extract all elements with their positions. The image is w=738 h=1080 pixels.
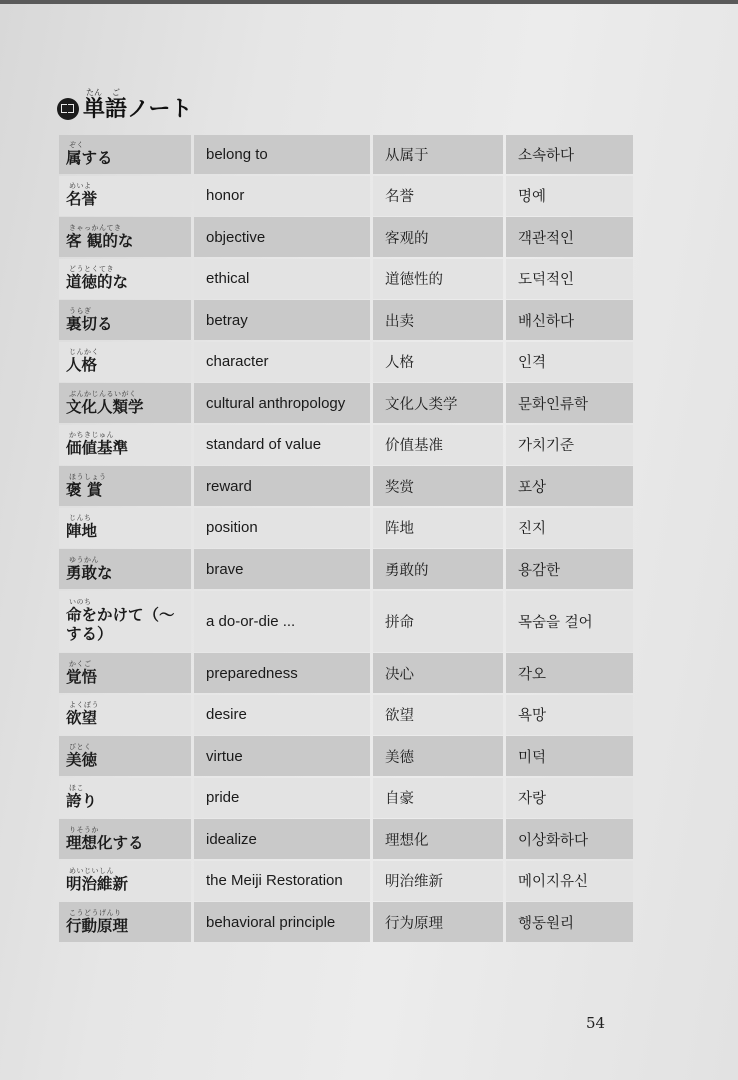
chinese-cell: 自豪: [373, 778, 503, 818]
japanese-cell: [59, 300, 191, 340]
english-cell: betray: [194, 300, 370, 340]
japanese-term: 客 観的な: [66, 231, 134, 250]
english-cell: cultural anthropology: [194, 383, 370, 423]
japanese-cell: [59, 902, 191, 942]
chinese-cell: 道德性的: [373, 259, 503, 299]
heading-ruby-1: [83, 88, 105, 123]
japanese-cell: [59, 695, 191, 735]
english-cell: brave: [194, 549, 370, 589]
chinese-cell: 奖赏: [373, 466, 503, 506]
furigana: ゆうかん: [69, 555, 99, 564]
japanese-term: 文化人類学: [66, 397, 144, 416]
korean-cell: 포상: [506, 466, 633, 506]
chinese-cell: 决心: [373, 653, 503, 693]
japanese-cell: [59, 259, 191, 299]
furigana: いのち: [69, 598, 92, 606]
chinese-cell: 行为原理: [373, 902, 503, 942]
furigana: りそうか: [69, 825, 99, 834]
furigana: きゃっかんてき: [69, 223, 122, 232]
english-cell: standard of value: [194, 425, 370, 465]
japanese-term: 裏切る: [66, 314, 113, 333]
chinese-cell: 理想化: [373, 819, 503, 859]
english-cell: position: [194, 508, 370, 548]
japanese-term: 道徳的な: [66, 273, 129, 291]
japanese-cell: [59, 861, 191, 901]
english-cell: virtue: [194, 736, 370, 776]
chinese-cell: 欲望: [373, 695, 503, 735]
korean-cell: 메이지유신: [506, 861, 633, 901]
chinese-cell: 人格: [373, 342, 503, 382]
table-row: [59, 736, 634, 776]
chinese-cell: 美德: [373, 736, 503, 776]
korean-cell: 인격: [506, 342, 633, 382]
japanese-term: 行動原理: [66, 916, 129, 935]
english-cell: reward: [194, 466, 370, 506]
heading-furigana-2: ご: [112, 88, 121, 97]
furigana: どうとくてき: [69, 265, 114, 273]
korean-cell: 용감한: [506, 549, 633, 589]
korean-cell: 목숨을 걸어: [506, 591, 633, 652]
furigana: じんかく: [69, 348, 99, 356]
heading-furigana-1: たん: [86, 88, 102, 97]
book-icon: [57, 98, 79, 120]
table-row: [59, 778, 634, 818]
japanese-term: 褒 賞: [66, 480, 103, 499]
table-row: [59, 902, 634, 942]
japanese-cell: [59, 508, 191, 548]
furigana: めいよ: [69, 182, 92, 190]
japanese-cell: [59, 778, 191, 818]
japanese-term: 覚悟: [66, 667, 98, 686]
english-cell: desire: [194, 695, 370, 735]
japanese-term: 価値基準: [66, 439, 129, 457]
furigana: びとく: [69, 742, 92, 751]
vocabulary-table: [59, 135, 634, 944]
japanese-cell: [59, 176, 191, 216]
chinese-cell: 勇敢的: [373, 549, 503, 589]
heading-kanji-1: 単: [83, 97, 106, 122]
korean-cell: 각오: [506, 653, 633, 693]
chinese-cell: 出卖: [373, 300, 503, 340]
furigana: じんち: [69, 514, 92, 522]
heading-kanji-2: 語: [105, 97, 128, 122]
japanese-term: 明治維新: [66, 875, 129, 893]
korean-cell: 도덕적인: [506, 259, 633, 299]
furigana: ほうしょう: [69, 472, 107, 481]
english-cell: preparedness: [194, 653, 370, 693]
english-cell: character: [194, 342, 370, 382]
chinese-cell: 文化人类学: [373, 383, 503, 423]
english-cell: objective: [194, 217, 370, 257]
furigana: ぞく: [69, 141, 84, 149]
english-cell: behavioral principle: [194, 902, 370, 942]
chinese-cell: 价值基准: [373, 425, 503, 465]
furigana: かちきじゅん: [69, 431, 114, 439]
japanese-term: 理想化する: [66, 833, 144, 852]
heading-title: [83, 88, 192, 123]
japanese-cell: [59, 135, 191, 174]
chinese-cell: 名誉: [373, 176, 503, 216]
japanese-cell: [59, 736, 191, 776]
korean-cell: 배신하다: [506, 300, 633, 340]
table-row: [59, 135, 634, 174]
chinese-cell: 明治维新: [373, 861, 503, 901]
japanese-cell: [59, 653, 191, 693]
book-page: [0, 4, 738, 1080]
english-cell: idealize: [194, 819, 370, 859]
korean-cell: 자랑: [506, 778, 633, 818]
japanese-term: 名誉: [66, 190, 98, 208]
table-row: [59, 425, 634, 465]
japanese-cell: [59, 425, 191, 465]
table-row: [59, 300, 634, 340]
english-cell: pride: [194, 778, 370, 818]
japanese-term: 属する: [66, 149, 113, 167]
furigana: ほこ: [69, 784, 84, 792]
furigana: よくぼう: [69, 701, 99, 709]
korean-cell: 진지: [506, 508, 633, 548]
korean-cell: 미덕: [506, 736, 633, 776]
japanese-cell: [59, 342, 191, 382]
japanese-term: 陣地: [66, 522, 98, 540]
table-row: [59, 383, 634, 423]
japanese-term: 誇り: [66, 792, 98, 810]
table-row: [59, 861, 634, 901]
korean-cell: 문화인류학: [506, 383, 633, 423]
japanese-cell: [59, 466, 191, 506]
korean-cell: 소속하다: [506, 135, 633, 174]
heading-suffix: ノート: [127, 97, 193, 122]
table-row: [59, 508, 634, 548]
furigana: めいじいしん: [69, 867, 114, 875]
korean-cell: 가치기준: [506, 425, 633, 465]
table-row: [59, 653, 634, 693]
japanese-cell: [59, 383, 191, 423]
japanese-term: 人格: [66, 356, 98, 374]
table-row: [59, 466, 634, 506]
japanese-cell: [59, 819, 191, 859]
chinese-cell: 阵地: [373, 508, 503, 548]
table-row: [59, 176, 634, 216]
table-row: [59, 259, 634, 299]
table-row: [59, 217, 634, 257]
table-row: [59, 549, 634, 589]
korean-cell: 이상화하다: [506, 819, 633, 859]
japanese-cell: [59, 217, 191, 257]
korean-cell: 행동원리: [506, 902, 633, 942]
english-cell: the Meiji Restoration: [194, 861, 370, 901]
page-number: 54: [586, 1014, 606, 1032]
japanese-term: 美徳: [66, 750, 98, 769]
table-row: [59, 342, 634, 382]
table-row: [59, 591, 634, 652]
korean-cell: 명예: [506, 176, 633, 216]
japanese-term: 欲望: [66, 709, 98, 727]
table-row: [59, 819, 634, 859]
english-cell: honor: [194, 176, 370, 216]
chinese-cell: 拼命: [373, 591, 503, 652]
english-cell: a do-or-die ...: [194, 591, 370, 652]
japanese-term: 勇敢な: [66, 563, 113, 582]
section-heading: [57, 88, 192, 123]
table-row: [59, 695, 634, 735]
furigana: かくご: [69, 659, 92, 668]
english-cell: ethical: [194, 259, 370, 299]
chinese-cell: 客观的: [373, 217, 503, 257]
korean-cell: 욕망: [506, 695, 633, 735]
japanese-cell: [59, 549, 191, 589]
korean-cell: 객관적인: [506, 217, 633, 257]
furigana: ぶんかじんるいがく: [69, 389, 137, 398]
english-cell: belong to: [194, 135, 370, 174]
chinese-cell: 从属于: [373, 135, 503, 174]
japanese-cell: [59, 591, 191, 652]
heading-ruby-2: [105, 88, 127, 123]
japanese-term: 命をかけて（～する）: [66, 606, 175, 643]
furigana: こうどうげんり: [69, 908, 122, 917]
furigana: うらぎ: [69, 306, 92, 315]
